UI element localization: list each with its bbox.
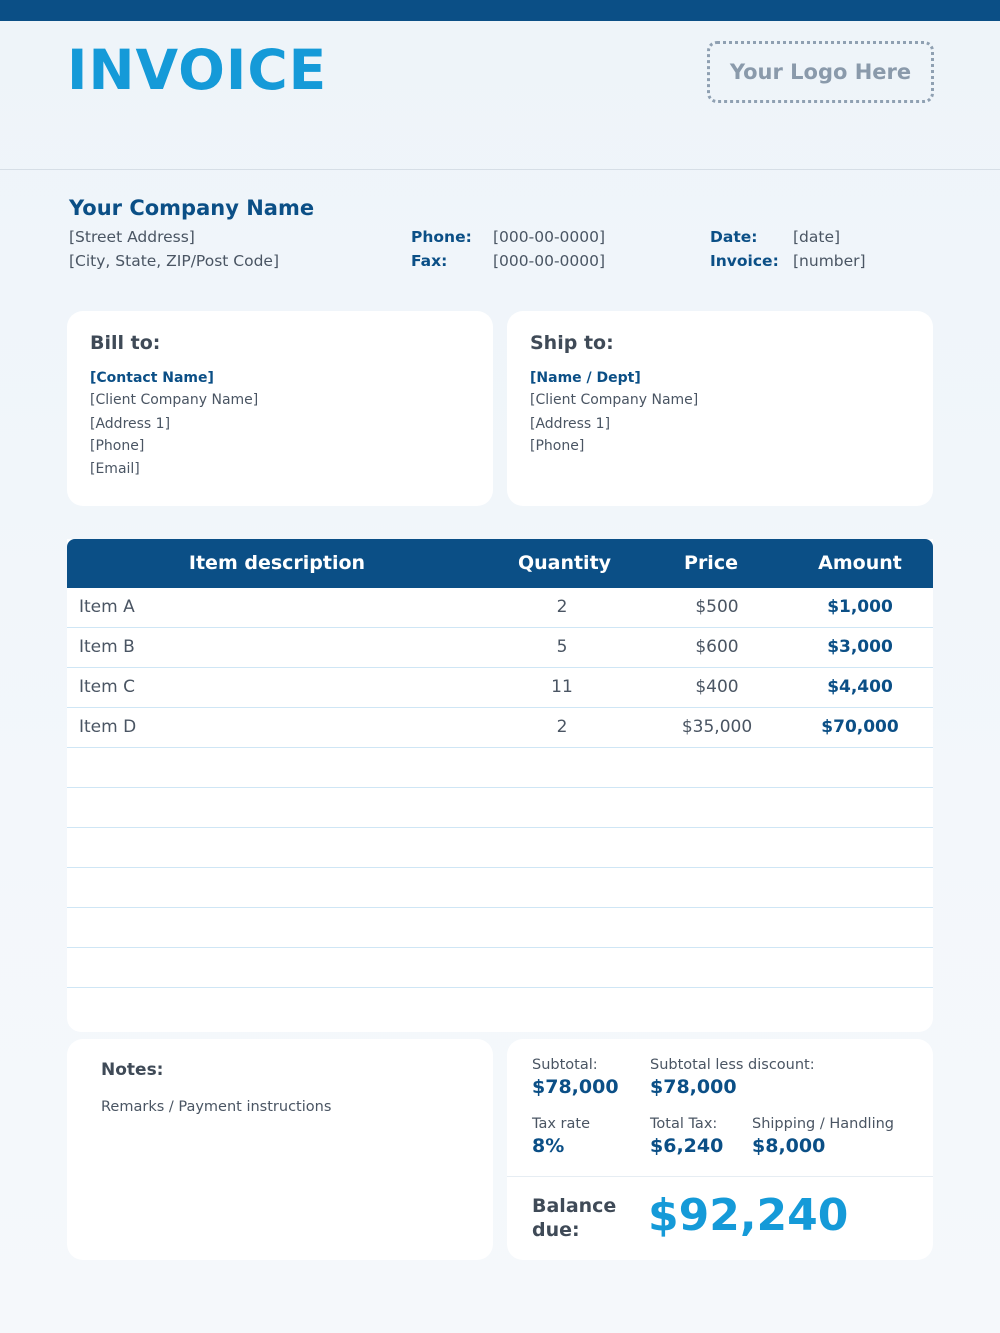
column-header-amount: Amount bbox=[818, 552, 902, 574]
shipping-value: $8,000 bbox=[752, 1135, 826, 1157]
company-street: [Street Address] bbox=[69, 228, 195, 246]
empty-table-row bbox=[67, 948, 933, 988]
column-header-description: Item description bbox=[188, 552, 366, 574]
item-quantity: 11 bbox=[551, 677, 573, 697]
item-description: Item B bbox=[79, 637, 135, 657]
subtotal-less-discount-value: $78,000 bbox=[650, 1076, 737, 1098]
ship-to-title: Ship to: bbox=[530, 332, 614, 354]
empty-table-row bbox=[67, 748, 933, 788]
ship-to-contact: [Name / Dept] bbox=[530, 370, 641, 386]
company-city: [City, State, ZIP/Post Code] bbox=[69, 252, 280, 270]
balance-due-label bbox=[532, 1194, 616, 1242]
ship-to-line: [Address 1] bbox=[530, 416, 611, 432]
balance-due-label-line-1: Balance bbox=[532, 1195, 617, 1217]
subtotal-less-discount-label: Subtotal less discount: bbox=[650, 1057, 815, 1073]
subtotal-label: Subtotal: bbox=[532, 1057, 598, 1073]
empty-table-row bbox=[67, 868, 933, 908]
ship-to-line: [Client Company Name] bbox=[530, 392, 699, 408]
bill-to-contact: [Contact Name] bbox=[90, 370, 214, 386]
fax-value: [000-00-0000] bbox=[493, 252, 606, 270]
phone-value: [000-00-0000] bbox=[493, 228, 606, 246]
empty-table-row bbox=[67, 908, 933, 948]
tax-rate-label: Tax rate bbox=[532, 1116, 590, 1132]
subtotal-value: $78,000 bbox=[532, 1076, 619, 1098]
item-amount: $3,000 bbox=[827, 637, 893, 657]
item-amount: $1,000 bbox=[827, 597, 893, 617]
bill-to-title: Bill to: bbox=[90, 332, 161, 354]
item-price: $400 bbox=[695, 677, 739, 697]
empty-table-row bbox=[67, 828, 933, 868]
table-row bbox=[67, 668, 933, 708]
item-description: Item C bbox=[79, 677, 135, 697]
fax-label: Fax: bbox=[411, 252, 448, 270]
column-header-price: Price bbox=[684, 552, 738, 574]
date-label: Date: bbox=[710, 228, 758, 246]
shipping-label: Shipping / Handling bbox=[752, 1116, 894, 1132]
logo-placeholder-text: Your Logo Here bbox=[729, 60, 912, 84]
logo-placeholder[interactable] bbox=[707, 41, 934, 103]
item-price: $500 bbox=[695, 597, 739, 617]
notes-title: Notes: bbox=[101, 1060, 164, 1080]
item-quantity: 2 bbox=[556, 597, 568, 617]
item-description: Item A bbox=[79, 597, 135, 617]
invoice-number-label: Invoice: bbox=[710, 252, 779, 270]
invoice-number-value: [number] bbox=[793, 252, 866, 270]
invoice-title: INVOICE bbox=[67, 38, 328, 102]
table-row bbox=[67, 588, 933, 628]
ship-to-line: [Phone] bbox=[530, 438, 585, 454]
bill-to-line: [Client Company Name] bbox=[90, 392, 259, 408]
item-amount: $4,400 bbox=[827, 677, 893, 697]
item-quantity: 5 bbox=[556, 637, 568, 657]
total-tax-value: $6,240 bbox=[650, 1135, 724, 1157]
item-description: Item D bbox=[79, 717, 137, 737]
table-row bbox=[67, 708, 933, 748]
bill-to-line: [Email] bbox=[90, 461, 140, 477]
company-name: Your Company Name bbox=[69, 196, 315, 220]
notes-text[interactable]: Remarks / Payment instructions bbox=[101, 1099, 332, 1115]
total-tax-label: Total Tax: bbox=[650, 1116, 718, 1132]
item-price: $600 bbox=[695, 637, 739, 657]
items-table-header bbox=[67, 539, 933, 588]
table-row bbox=[67, 628, 933, 668]
tax-rate-value: 8% bbox=[532, 1135, 565, 1157]
empty-table-row bbox=[67, 788, 933, 828]
phone-label: Phone: bbox=[411, 228, 472, 246]
item-amount: $70,000 bbox=[821, 717, 899, 737]
bill-to-line: [Phone] bbox=[90, 438, 145, 454]
bill-to-line: [Address 1] bbox=[90, 416, 171, 432]
top-accent-bar bbox=[0, 0, 1000, 21]
column-header-quantity: Quantity bbox=[517, 552, 612, 574]
item-price: $35,000 bbox=[681, 717, 753, 737]
item-quantity: 2 bbox=[556, 717, 568, 737]
totals-divider bbox=[507, 1176, 933, 1177]
balance-due-label-line-2: due: bbox=[532, 1219, 580, 1241]
date-value: [date] bbox=[793, 228, 841, 246]
balance-due-value: $92,240 bbox=[648, 1190, 849, 1241]
